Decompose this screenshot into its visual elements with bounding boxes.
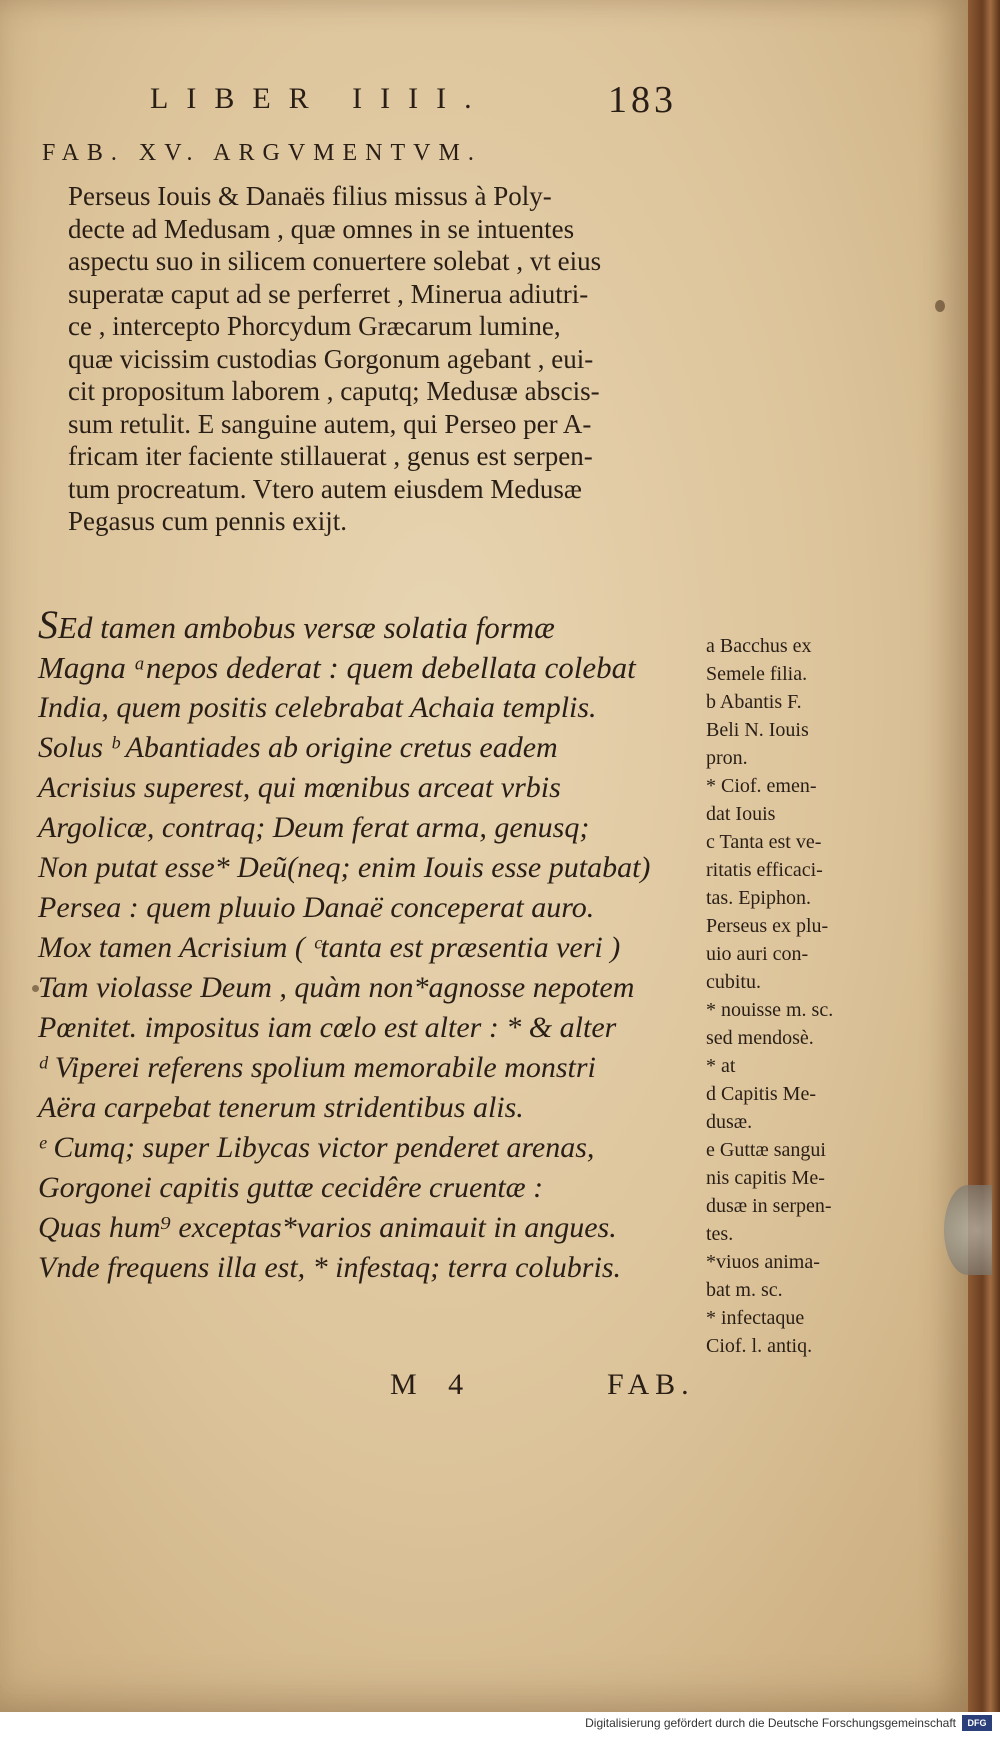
marginal-note-line: c Tanta est ve-: [706, 831, 822, 853]
argument-line: tum procreatum. Vtero autem eiusdem Medusæ: [68, 473, 582, 504]
marginal-note-line: *viuos anima-: [706, 1251, 820, 1273]
page-edge: [968, 0, 1000, 1712]
marginal-note-line: e Guttæ sangui: [706, 1139, 826, 1161]
marginal-note-line: sed mendosè.: [706, 1027, 814, 1049]
argument-line: fricam iter faciente stillauerat , genus est serpen-: [68, 441, 593, 471]
marginal-note-line: * Ciof. emen-: [706, 775, 817, 797]
marginal-note-line: cubitu.: [706, 971, 761, 993]
verse-line: Tam violasse Deum , quàm non*agnosse nepotem: [38, 971, 635, 1004]
verse-lines: [38, 648, 718, 1288]
verse-line: Solus ᵇ Abantiades ab origine cretus eadem: [38, 731, 558, 764]
verse-line: Quas hum⁹ exceptas*varios animauit in angues.: [38, 1211, 617, 1244]
argument-line: ce , intercepto Phorcydum Græcarum lumine,: [68, 311, 561, 341]
argument-line: Perseus Iouis & Danaës filius missus à Poly-: [68, 181, 552, 211]
verse-line-first: [38, 602, 718, 648]
verse-line: Gorgonei capitis guttæ cecidêre cruentæ :: [38, 1171, 544, 1204]
ink-spot: [935, 300, 945, 312]
verse-line: ᵈ Viperei referens spolium memorabile monstri: [38, 1051, 596, 1084]
verse-line: Magna ᵃnepos dederat : quem debellata colebat: [38, 650, 636, 685]
argument-line: quæ vicissim custodias Gorgonum agebant , eui-: [68, 343, 594, 374]
marginal-note-line: dusæ.: [706, 1111, 753, 1133]
argument-line: cit propositum laborem , caputq; Medusæ abscis-: [68, 376, 600, 406]
marginal-note-line: pron.: [706, 747, 748, 769]
verse-line: Vnde frequens illa est, * infestaq; terra colubris.: [38, 1251, 621, 1284]
footer-credit: Digitalisierung gefördert durch die Deutsche Forschungsgemeinschaft: [585, 1716, 956, 1730]
argument-paragraph: [68, 180, 708, 538]
marginal-note-line: bat m. sc.: [706, 1279, 783, 1301]
marginal-note-line: * nouisse m. sc.: [706, 999, 834, 1021]
argument-line: aspectu suo in silicem conuertere solebat , vt eius: [68, 246, 602, 276]
verse-line: Aëra carpebat tenerum stridentibus alis.: [38, 1091, 524, 1124]
page-clip: [944, 1185, 992, 1275]
marginal-note-line: * infectaque: [706, 1307, 805, 1329]
marginal-note-line: b Abantis F.: [706, 691, 802, 713]
verse-line: Pœnitet. impositus iam cœlo est alter : * & alter: [38, 1011, 617, 1044]
marginal-note-line: Perseus ex plu-: [706, 915, 829, 937]
argument-line: superatæ caput ad se perferret , Minerua adiutri-: [68, 278, 589, 309]
verse-line-first-text: Ed tamen ambobus versæ solatia formæ: [58, 610, 555, 645]
marginal-note-line: * at: [706, 1055, 736, 1077]
running-head: LIBER IIII.: [150, 82, 490, 115]
argument-line: sum retulit. E sanguine autem, qui Perseo per A-: [68, 408, 592, 439]
verse-line: ᵉ Cumq; super Libycas victor penderet arenas,: [38, 1131, 595, 1164]
verse-line: Non putat esse* Deũ(neq; enim Iouis esse putabat): [38, 851, 651, 884]
verse-line: Acrisius superest, qui mœnibus arceat vrbis: [38, 771, 561, 804]
argument-line: Pegasus cum pennis exijt.: [68, 506, 347, 536]
verse-line: Argolicæ, contraq; Deum ferat arma, genusq;: [38, 811, 590, 844]
verse-line: Mox tamen Acrisium ( ᶜtanta est præsentia veri ): [38, 931, 621, 964]
marginal-note-line: ritatis efficaci-: [706, 859, 823, 881]
marginal-note-line: Semele filia.: [706, 663, 808, 685]
marginal-note-line: Beli N. Iouis: [706, 719, 809, 741]
marginal-note-line: dusæ in serpen-: [706, 1195, 832, 1217]
marginal-note-line: tas. Epiphon.: [706, 887, 811, 909]
dfg-logo: DFG: [962, 1715, 992, 1731]
marginal-note-line: nis capitis Me-: [706, 1167, 825, 1189]
marginal-note-line: uio auri con-: [706, 943, 809, 965]
marginal-note-line: dat Iouis: [706, 803, 776, 825]
drop-cap: S: [38, 602, 58, 647]
marginal-note-line: a Bacchus ex: [706, 635, 812, 657]
marginal-note-line: d Capitis Me-: [706, 1083, 816, 1105]
fable-title: FAB. XV. ARGVMENTVM.: [42, 140, 482, 166]
page-number: 183: [608, 79, 677, 121]
marginal-notes: [706, 632, 901, 1360]
argument-line: decte ad Medusam , quæ omnes in se intuentes: [68, 213, 575, 244]
catchword: FAB.: [607, 1368, 695, 1401]
marginal-note-line: tes.: [706, 1223, 734, 1245]
marginal-note-line: Ciof. l. antiq.: [706, 1335, 813, 1357]
verse-line: Persea : quem pluuio Danaë conceperat auro.: [38, 891, 595, 924]
verse-line: India, quem positis celebrabat Achaia templis.: [38, 691, 597, 724]
signature-mark: M 4: [390, 1368, 476, 1401]
verse-block: [38, 602, 718, 1288]
